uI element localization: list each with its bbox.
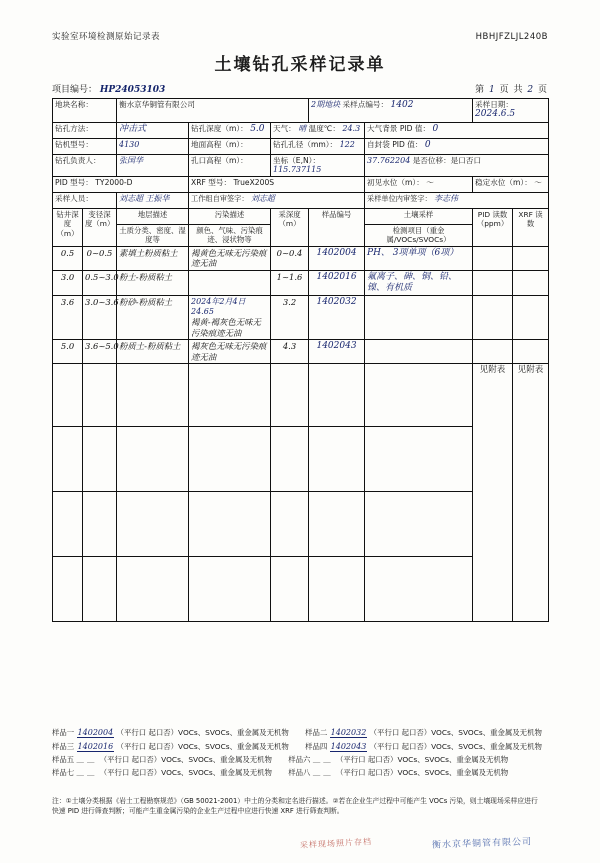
- info-row-signatures: [53, 193, 549, 209]
- pid-model-cell: PID 型号： TY2000-D: [53, 177, 189, 193]
- sample-id-handwritten: 1402043: [330, 742, 367, 751]
- sealed-bag-pid-cell: 自封袋 PID 值： 0: [365, 138, 549, 154]
- cell-drill-depth: [53, 557, 83, 622]
- cell-xrf: [513, 296, 549, 340]
- cell-drill-depth: 5.0: [53, 340, 83, 364]
- page-indicator: 第 1 页 共 2 页: [475, 85, 548, 95]
- cell-test-items: [365, 557, 473, 622]
- table-row: [53, 340, 549, 364]
- cell-change-depth: 0~0.5: [83, 246, 117, 270]
- col-subheader-geology: 土质分类、密度、湿度等: [117, 225, 189, 247]
- project-number-value: HP24053103: [99, 85, 166, 95]
- page-current: 1: [489, 85, 496, 95]
- cell-xrf: [513, 340, 549, 364]
- cell-pollution-annotation: 2024年2月4日24.65: [191, 297, 246, 317]
- col-header-geology: 地层描述: [117, 209, 189, 225]
- col-header-sample-depth: 采深度（m）: [271, 209, 309, 247]
- drill-method-value: 冲击式: [117, 122, 189, 138]
- cell-sample-depth: [271, 492, 309, 557]
- col-subheader-pollution: 颜色、气味、污染痕迹、浸状物等: [189, 225, 271, 247]
- cell-geology: 粉质土-粉质粘土: [117, 340, 189, 364]
- cell-sample-id: [309, 364, 365, 427]
- cell-drill-depth: 3.0: [53, 270, 83, 296]
- cell-pollution: [189, 492, 271, 557]
- cell-drill-depth: 3.6: [53, 296, 83, 340]
- point-number-value: 1402: [390, 100, 414, 110]
- cell-change-depth: 3.6~5.0: [83, 340, 117, 364]
- drill-depth-value: 5.0: [250, 123, 265, 134]
- site-name-value: 衡水京华铜管有限公司: [117, 99, 309, 123]
- coordinate-north-cell: 37.762204 是否位移：是口否口: [365, 154, 549, 176]
- cell-sample-id: 1402032: [309, 296, 365, 340]
- team-signature-cell: 工作组自审签字： 刘志超: [189, 193, 365, 209]
- cell-sample-depth: 1~1.6: [271, 270, 309, 296]
- cell-geology: 素填土粉质粘土: [117, 246, 189, 270]
- cell-pid-see-attachment: 见附表: [473, 364, 513, 622]
- cell-test-items: [365, 340, 473, 364]
- col-subheader-test-items: 检测项目（重金属/VOCs/SVOCs）: [365, 225, 473, 247]
- cell-xrf: [513, 246, 549, 270]
- pid-model-value: TY2000-D: [95, 178, 133, 188]
- list-item: 样品五 ＿＿ （平行口 起口否）VOCs、SVOCs、重金属及无机物 样品六 ＿＿ （平行口 起口否）VOCs、SVOCs、重金属及无机物: [52, 755, 509, 764]
- blue-stamp: 衡水京华铜管有限公司: [431, 837, 533, 851]
- sample-id-handwritten: 1402032: [330, 728, 367, 737]
- weather-cell: 天气： 晴 温度℃： 24.3: [271, 122, 365, 138]
- cell-drill-depth: [53, 364, 83, 427]
- list-item: 样品七 ＿＿ （平行口 起口否）VOCs、SVOCs、重金属及无机物 样品八 ＿＿ （平行口 起口否）VOCs、SVOCs、重金属及无机物: [52, 767, 509, 777]
- cell-geology: [117, 557, 189, 622]
- sealed-bag-pid-value: 0: [424, 139, 431, 150]
- cell-sample-depth: [271, 427, 309, 492]
- list-item: 样品三 1402016 （平行口 起口否）VOCs、SVOCs、重金属及无机物 样品四 1402043 （平行口 起口否）VOCs、SVOCs、重金属及无机物: [52, 742, 542, 751]
- coordinate-cell: 坐标（E,N）： 115.737115: [271, 154, 365, 176]
- cell-pollution: [189, 427, 271, 492]
- cell-pid: [473, 270, 513, 296]
- list-item: 样品一 1402004 （平行口 起口否）VOCs、SVOCs、重金属及无机物 样品二 1402032 （平行口 起口否）VOCs、SVOCs、重金属及无机物: [52, 728, 542, 737]
- info-row-site: [53, 99, 549, 123]
- point-number-cell: 2期地块 采样点编号： 1402: [309, 99, 473, 123]
- footnote-line-2: 快速 PID 进行筛查判断；可能产生重金属污染的企业生产过程中应进行快速 XRF 进行筛查判断。: [52, 807, 344, 816]
- drill-leader-value: 张国华: [117, 154, 189, 176]
- cell-geology: [117, 364, 189, 427]
- point-hand-extra: 2期地块: [311, 100, 341, 109]
- cell-test-items: [365, 296, 473, 340]
- cell-sample-id: 1402004: [309, 246, 365, 270]
- table-row: [53, 296, 549, 340]
- coordinate-north: 37.762204: [367, 155, 411, 165]
- cell-sample-id: 1402016: [309, 270, 365, 296]
- cell-geology: [117, 427, 189, 492]
- cell-sample-id: 1402043: [309, 340, 365, 364]
- cell-geology: 粉砂-粉质粘土: [117, 296, 189, 340]
- cell-change-depth: [83, 557, 117, 622]
- cell-pollution: [189, 364, 271, 427]
- sample-date-cell: 采样日期： 2024.6.5: [473, 99, 549, 123]
- red-stamp: 采样现场照片存档: [299, 837, 373, 850]
- col-header-pollution: 污染描述: [189, 209, 271, 225]
- initial-water-value: ～: [426, 178, 434, 188]
- col-header-soil-sampling: 土壤采样: [365, 209, 473, 225]
- cell-geology: 粉土-粉质粘土: [117, 270, 189, 296]
- cell-drill-depth: [53, 427, 83, 492]
- info-row-method: [53, 122, 549, 138]
- table-row-blank: [53, 364, 549, 427]
- xrf-model-cell: XRF 型号： TrueX200S: [189, 177, 365, 193]
- unit-signature-value: 李志伟: [434, 194, 459, 204]
- page-total: 2: [527, 85, 535, 95]
- cell-sample-id: [309, 492, 365, 557]
- collar-elevation-cell: 孔口高程（m）：: [189, 154, 271, 176]
- cell-sample-depth: [271, 557, 309, 622]
- cell-pollution: [189, 270, 271, 296]
- cell-test-items: PH、 3项单项（6项）: [365, 246, 473, 270]
- cell-pid: [473, 246, 513, 270]
- cell-sample-id: [309, 557, 365, 622]
- cell-pid: [473, 296, 513, 340]
- form-code-label: HBHJFZLJL240B: [475, 32, 548, 42]
- info-row-coord: [53, 154, 549, 176]
- cell-test-items: 氟离子、砷、铜、铅、镍、有机质: [365, 270, 473, 296]
- cell-xrf-see-attachment: 见附表: [513, 364, 549, 622]
- ground-elevation-cell: 地面高程（m）：: [189, 138, 271, 154]
- info-row-instruments: [53, 177, 549, 193]
- cell-pollution: 褐灰色无味无污染痕迹无油: [189, 340, 271, 364]
- ambient-pid-value: 0: [432, 123, 439, 134]
- team-signature-value: 刘志超: [250, 194, 275, 204]
- cell-xrf: [513, 270, 549, 296]
- col-header-change-depth: 变径深度（m）: [83, 209, 117, 247]
- table-row: [53, 270, 549, 296]
- footnote: [52, 796, 548, 816]
- ambient-pid-cell: 大气背景 PID 值： 0: [365, 122, 549, 138]
- cell-change-depth: [83, 364, 117, 427]
- cell-test-items: [365, 364, 473, 427]
- cell-sample-depth: 4.3: [271, 340, 309, 364]
- cell-test-items: [365, 492, 473, 557]
- coordinate-east: 115.737115: [273, 165, 322, 175]
- drill-record-table: [52, 98, 549, 622]
- cell-sample-depth: [271, 364, 309, 427]
- cell-change-depth: [83, 492, 117, 557]
- cell-drill-depth: 0.5: [53, 246, 83, 270]
- cell-drill-depth: [53, 492, 83, 557]
- sample-date-value: 2024.6.5: [475, 109, 516, 120]
- cell-pollution: [189, 557, 271, 622]
- project-line: [52, 82, 548, 95]
- cell-sample-depth: 3.2: [271, 296, 309, 340]
- table-row: [53, 246, 549, 270]
- unit-signature-cell: 采样单位内审签字： 李志伟: [365, 193, 549, 209]
- drill-method-label: 钻孔方法：: [53, 122, 117, 138]
- stable-water-cell: 稳定水位（m）： ～: [473, 177, 549, 193]
- sampler-name-1: 刘志超: [119, 194, 143, 204]
- page-title: 土壤钻孔采样记录单: [214, 55, 386, 75]
- initial-water-cell: 初见水位（m）： ～: [365, 177, 473, 193]
- sample-summary-list: [52, 726, 548, 780]
- cell-pollution: 褐黄色无味无污染痕迹无油: [189, 246, 271, 270]
- hole-diameter-value: 122: [339, 139, 355, 149]
- footnote-line-1: 注：①土壤分类根据《岩土工程勘察规范》（GB 50021-2001）中土的分类和定名进行描述。②若在企业生产过程中可能产生 VOCs 污染，则土壤现场采样应进行: [52, 797, 538, 805]
- cell-test-items: [365, 427, 473, 492]
- cell-pid: [473, 340, 513, 364]
- cell-change-depth: 3.0~3.6: [83, 296, 117, 340]
- header-strip: [52, 30, 548, 42]
- cell-sample-id: [309, 427, 365, 492]
- rig-model-label: 钻机型号：: [53, 138, 117, 154]
- cell-geology: [117, 492, 189, 557]
- weather-value: 晴: [298, 123, 307, 133]
- cell-sample-depth: 0~0.4: [271, 246, 309, 270]
- stable-water-value: ～: [534, 178, 542, 188]
- sampler-name-2: 王振华: [145, 194, 170, 204]
- sample-id-handwritten: 1402004: [77, 728, 114, 737]
- col-header-xrf: XRF 读数: [513, 209, 549, 247]
- sampler-values: [117, 193, 189, 209]
- col-header-pid: PID 读数（ppm）: [473, 209, 513, 247]
- form-name-label: 实验室环境检测原始记录表: [52, 32, 161, 42]
- table-header-row-1: [53, 209, 549, 225]
- sampler-label: 采样人员：: [53, 193, 117, 209]
- sample-id-handwritten: 1402016: [77, 742, 114, 751]
- drill-leader-label: 钻孔负责人：: [53, 154, 117, 176]
- cell-change-depth: [83, 427, 117, 492]
- xrf-model-value: TrueX200S: [233, 178, 275, 188]
- cell-change-depth: 0.5~3.0: [83, 270, 117, 296]
- project-number: 项目编号： HP24053103: [52, 85, 166, 95]
- info-row-rig: [53, 138, 549, 154]
- site-name-label: 地块名称：: [53, 99, 117, 123]
- temperature-value: 24.3: [342, 123, 361, 133]
- cell-pollution: 2024年2月4日24.65 褐黄-褐灰色无味无污染痕迹无油: [189, 296, 271, 340]
- rig-model-value: 4130: [117, 138, 189, 154]
- col-header-drill-depth: 钻井深度（m）: [53, 209, 83, 247]
- hole-diameter-cell: 钻孔孔径（mm）： 122: [271, 138, 365, 154]
- col-header-sample-id: 样品编号: [309, 209, 365, 247]
- drill-depth-cell: 钻孔深度（m）： 5.0: [189, 122, 271, 138]
